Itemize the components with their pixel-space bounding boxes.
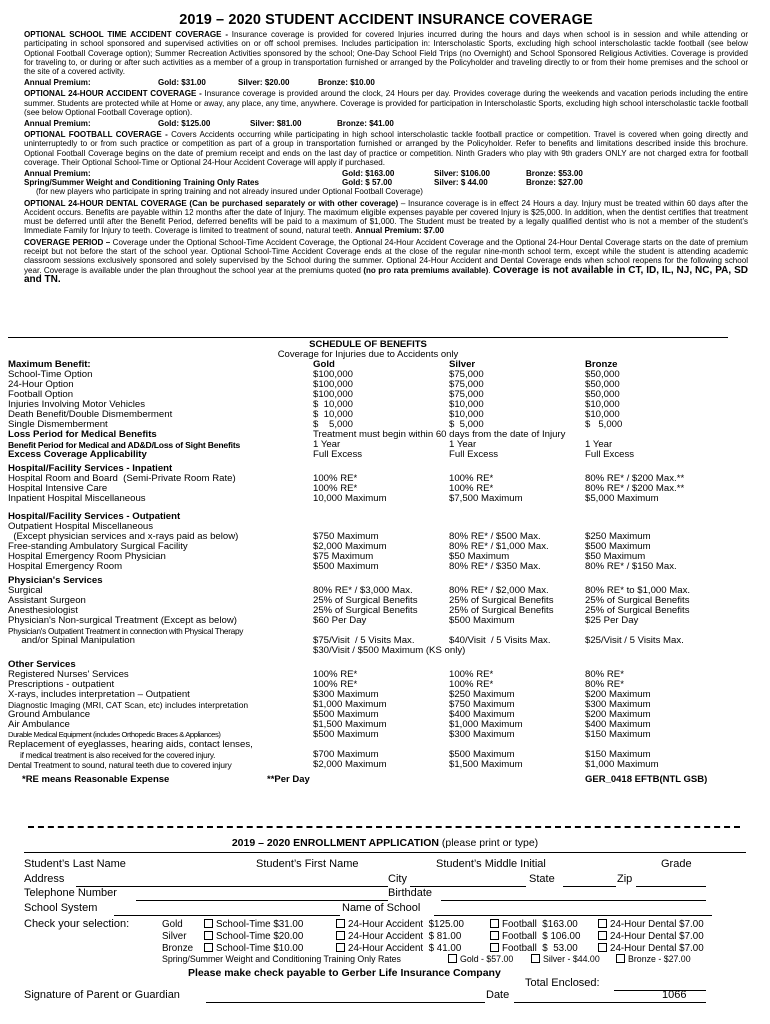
- school-time-section: [24, 30, 748, 76]
- premium-silver: Silver: $106.00: [434, 168, 490, 178]
- option-label: School-Time $31.00: [216, 919, 304, 930]
- table-row: [8, 450, 728, 460]
- option-label: 24-Hour Accident $ 81.00: [348, 931, 462, 942]
- option-label: Football $163.00: [502, 919, 578, 930]
- table-row: [8, 380, 728, 390]
- option-label: Silver: [162, 931, 187, 942]
- school-name-label: Name of School: [342, 902, 421, 914]
- row-label: Excess Coverage Applicability: [8, 449, 147, 460]
- physician-pt-row-3: [8, 646, 728, 656]
- row-value: Full Excess: [449, 449, 499, 460]
- row-label: if medical treatment is also received for the covered injury.: [8, 750, 216, 760]
- option-tier-silver: [162, 931, 187, 942]
- coverage-period-body: Coverage under the Optional School-Time Accident Coverage, the Optional 24-Hour Accident Coverage and the Optional 24-Hour Dental Coverage starts on the date of premium receipt but not before the start of the school year. Optional School-Time Accident Coverage ends at the close of the regular nine-month school term, except while the student is attending academic classroom sessions exclusively sponsored and solely supervised by the School during the summer. Optional 24-Hour Accident and Dental Coverage ends when school reopens for the following school year. Coverage is available under the plan throughout the school year at the premiums quoted: [24, 237, 749, 275]
- premium-bronze: Bronze: $53.00: [526, 168, 583, 178]
- row-value: $1,500 Maximum: [449, 759, 523, 770]
- table-row: [8, 562, 728, 572]
- row-label: Ground Ambulance: [8, 709, 91, 720]
- row-value: $500 Maximum: [313, 561, 379, 572]
- row-value: $1,000 Maximum: [313, 699, 387, 710]
- row-value: 1 Year: [585, 439, 613, 450]
- form-number: 1066: [662, 989, 687, 1001]
- header-cell: Maximum Benefit:: [8, 359, 91, 370]
- row-value: $250 Maximum: [449, 689, 515, 700]
- row-value: $100,000: [313, 379, 354, 390]
- row-value: 100% RE*: [313, 473, 358, 484]
- spring-premiums: [24, 178, 748, 187]
- option-dent-bronze[interactable]: [596, 943, 704, 954]
- row-value: $250 Maximum: [585, 531, 651, 542]
- premium-bronze: Bronze: $10.00: [318, 77, 375, 87]
- row-value: 1 Year: [449, 439, 477, 450]
- checkbox[interactable]: [448, 954, 457, 963]
- row-value: $25 Per Day: [585, 615, 639, 626]
- payable-note: Please make check payable to Gerber Life Insurance Company: [188, 967, 501, 979]
- dental-body: – Insurance coverage is in effect 24 Hours a day. Injury must be treated within 60 days after the Accident occurs. Benefits are payable within 12 months after the date of Injury. The maximum eligible expenses payable per covered Injury is $25,000. In addition, when the dentist certifies that treatment must be deferred until after the Benefit Period, deferred benefits will be paid to a maximum of $1,000. The Student must be treated by a legally qualified dentist who is not a member of the student’s Immediate Family for Injury to teeth. Coverage is limited to treatment of sound, natural teeth.: [24, 198, 748, 236]
- row-label: Death Benefit/Double Dismemberment: [8, 409, 173, 420]
- row-value: $50,000: [585, 379, 620, 390]
- row-value: $40/Visit / 5 Visits Max.: [449, 635, 551, 646]
- checkbox[interactable]: [204, 931, 213, 940]
- premium-silver: Silver: $81.00: [250, 118, 302, 128]
- row-value: $ 5,000: [313, 419, 354, 430]
- date-label: Date: [486, 989, 510, 1001]
- checkbox[interactable]: [490, 919, 499, 928]
- row-value: $50 Maximum: [585, 551, 646, 562]
- row-value: $60 Per Day: [313, 615, 367, 626]
- spring-silver-label: Silver - $44.00: [543, 954, 600, 964]
- row-value: 80% RE* / $1,000 Max.: [449, 541, 549, 552]
- row-value: 80% RE* / $200 Max.**: [585, 483, 685, 494]
- city-label: City: [388, 873, 407, 885]
- row-label: Hospital Emergency Room: [8, 561, 123, 572]
- premium-bronze: Bronze: $41.00: [337, 118, 394, 128]
- row-label: Hospital Emergency Room Physician: [8, 551, 166, 562]
- checkbox[interactable]: [336, 919, 345, 928]
- spring-gold-label: Gold - $57.00: [460, 954, 514, 964]
- other-rows: [8, 670, 728, 740]
- state-label: State: [529, 873, 555, 885]
- not-available-note: Coverage is not available in CT, ID, IL, NJ, NC, PA, SD and TN.: [24, 264, 748, 285]
- row-label: Football Option: [8, 389, 74, 400]
- row-value: $500 Maximum: [585, 541, 651, 552]
- row-value: 25% of Surgical Benefits: [449, 605, 554, 616]
- header-cell: Gold: [313, 359, 335, 370]
- row-label: Diagnostic Imaging (MRI, CAT Scan, etc) includes interpretation: [8, 700, 249, 710]
- row-value: $300 Maximum: [585, 699, 651, 710]
- row-value: $750 Maximum: [449, 699, 515, 710]
- grade-label: Grade: [661, 858, 692, 870]
- row-value: $50,000: [585, 389, 620, 400]
- option-label: Bronze: [162, 943, 194, 954]
- telephone-label: Telephone Number: [24, 887, 117, 899]
- row-value: $1,000 Maximum: [585, 759, 659, 770]
- row-label: Inpatient Hospital Miscellaneous: [8, 493, 146, 504]
- spring-bronze: Bronze: $27.00: [526, 177, 583, 187]
- row-value: $75/Visit / 5 Visits Max.: [313, 635, 415, 646]
- school-time-heading: OPTIONAL SCHOOL TIME ACCIDENT COVERAGE -: [24, 30, 228, 39]
- address-field[interactable]: [76, 886, 388, 887]
- school-time-premiums: [24, 78, 748, 87]
- option-st-silver[interactable]: [202, 931, 303, 942]
- school-system-field[interactable]: [114, 915, 340, 916]
- option-h24-bronze[interactable]: [334, 943, 461, 954]
- row-value: $2,000 Maximum: [313, 541, 387, 552]
- row-value: 10,000 Maximum: [313, 493, 387, 504]
- row-value: $ 5,000: [585, 419, 623, 430]
- row-value: $50 Maximum: [449, 551, 510, 562]
- row-value: $1,500 Maximum: [313, 719, 387, 730]
- loss-period-row: [8, 430, 728, 440]
- spring-bronze-label: Bronze - $27.00: [628, 954, 691, 964]
- telephone-field[interactable]: [136, 900, 388, 901]
- row-value: 100% RE*: [313, 669, 358, 680]
- enrollment-title: [24, 837, 746, 849]
- row-value: $500 Maximum: [449, 749, 515, 760]
- row-value: 25% of Surgical Benefits: [585, 595, 690, 606]
- section-heading: Physician's Services: [8, 575, 103, 586]
- signature-field[interactable]: [206, 1002, 485, 1003]
- last-name-label: Student’s Last Name: [24, 858, 126, 870]
- row-value: $75,000: [449, 379, 484, 390]
- row-label: Anesthesiologist: [8, 605, 78, 616]
- row-value: 80% RE*: [585, 669, 624, 680]
- row-value: 100% RE*: [449, 473, 494, 484]
- row-label: Physician's Outpatient Treatment in connection with Physical Therapy: [8, 626, 244, 636]
- option-fb-gold[interactable]: [488, 919, 578, 930]
- option-label: 24-Hour Dental $7.00: [610, 931, 704, 942]
- row-value: $5,000 Maximum: [585, 493, 659, 504]
- dental-treatment-row: [8, 760, 728, 770]
- option-tier-gold: [162, 919, 183, 930]
- checkbox[interactable]: [598, 931, 607, 940]
- checkbox[interactable]: [598, 943, 607, 952]
- row-value: 100% RE*: [313, 679, 358, 690]
- premium-label: Annual Premium:: [24, 77, 91, 87]
- football-premiums: [24, 169, 748, 178]
- row-value: 100% RE*: [449, 679, 494, 690]
- option-label: School-Time $20.00: [216, 931, 304, 942]
- coverage-period-section: COVERAGE PERIOD – Coverage under the Optional School-Time Accident Coverage, the Optional 24-Hour Accident Coverage and the Optional 24-Hour Dental Coverage starts on the date of premium receipt but not before the start of the school year. Optional School-Time Accident Coverage ends at the close of the regular nine-month school term, except while the student is attending academic classroom sessions exclusively sponsored and solely supervised by the School during the summer. Optional 24-Hour Accident and Dental Coverage ends when school reopens for the following school year. Coverage is available under the plan throughout the school year at the premiums quoted (no pro rata premiums available). Coverage is not available in CT, ID, IL, NJ, NC, PA, SD and TN.: [24, 237, 749, 285]
- outpatient-rows: [8, 532, 728, 572]
- schedule-of-benefits: [8, 337, 728, 785]
- signature-label: Signature of Parent or Guardian: [24, 989, 180, 1001]
- row-label: Injuries Involving Motor Vehicles: [8, 399, 146, 410]
- spring-rates-label: Spring/Summer Weight and Conditioning Training Only Rates: [162, 954, 401, 964]
- row-value: 80% RE* / $200 Max.**: [585, 473, 685, 484]
- spring-gold: Gold: $ 57.00: [342, 177, 393, 187]
- row-value: $150 Maximum: [585, 749, 651, 760]
- checkbox[interactable]: [598, 919, 607, 928]
- footnote-per-day: **Per Day: [267, 774, 310, 785]
- row-value: $ 10,000: [313, 409, 354, 420]
- spring-silver-option[interactable]: [529, 954, 600, 964]
- section-heading: Other Services: [8, 659, 76, 670]
- row-value: $75,000: [449, 369, 484, 380]
- row-label: Dental Treatment to sound, natural teeth due to covered injury: [8, 760, 232, 770]
- option-label: Gold: [162, 919, 183, 930]
- option-st-gold[interactable]: [202, 919, 303, 930]
- school-system-label: School System: [24, 902, 98, 914]
- row-value: $200 Maximum: [585, 689, 651, 700]
- row-value: $700 Maximum: [313, 749, 379, 760]
- row-label: Benefit Period for Medical and AD&D/Loss of Sight Benefits: [8, 440, 241, 450]
- row-value: Full Excess: [313, 449, 363, 460]
- option-label: 24-Hour Dental $7.00: [610, 919, 704, 930]
- row-value: $ 10,000: [313, 399, 354, 410]
- row-value: 25% of Surgical Benefits: [449, 595, 554, 606]
- checkbox[interactable]: [490, 943, 499, 952]
- spring-bronze-option[interactable]: [614, 954, 691, 964]
- row-value: $10,000: [449, 409, 484, 420]
- row-value: $30/Visit / $500 Maximum (KS only): [313, 645, 466, 656]
- spring-silver: Silver: $ 44.00: [434, 177, 488, 187]
- option-tier-bronze: [162, 943, 193, 954]
- row-value: $500 Maximum: [313, 709, 379, 720]
- row-value: $75 Maximum: [313, 551, 374, 562]
- birthdate-field[interactable]: [441, 900, 706, 901]
- schedule-title: SCHEDULE OF BENEFITS: [309, 339, 427, 350]
- option-st-bronze[interactable]: [202, 943, 303, 954]
- hour24-section: [24, 89, 748, 117]
- spring-gold-option[interactable]: [446, 954, 513, 964]
- table-row: [8, 494, 728, 504]
- title-underline: [24, 852, 746, 853]
- check-selection-label: Check your selection:: [24, 918, 130, 930]
- premium-gold: Gold: $125.00: [158, 118, 211, 128]
- enrollment-title-text: 2019 – 2020 ENROLLMENT APPLICATION: [231, 837, 439, 849]
- max-benefit-rows: [8, 370, 728, 430]
- row-label: Surgical: [8, 585, 43, 596]
- no-pro-rata: (no pro rata premiums available): [363, 265, 489, 275]
- checkbox[interactable]: [336, 943, 345, 952]
- premium-gold: Gold: $31.00: [158, 77, 206, 87]
- row-value: $750 Maximum: [313, 531, 379, 542]
- row-value: 80% RE* / $350 Max.: [449, 561, 541, 572]
- hour24-premiums: [24, 119, 748, 128]
- schedule-footer: [8, 774, 728, 785]
- row-value: $50,000: [585, 369, 620, 380]
- row-value: $100,000: [313, 389, 354, 400]
- row-value: $300 Maximum: [313, 689, 379, 700]
- middle-initial-label: Student’s Middle Initial: [436, 858, 546, 870]
- option-fb-bronze[interactable]: [488, 943, 578, 954]
- row-value: $1,000 Maximum: [449, 719, 523, 730]
- total-enclosed-label: Total Enclosed:: [525, 977, 600, 989]
- checkbox[interactable]: [336, 931, 345, 940]
- premium-gold: Gold: $163.00: [342, 168, 395, 178]
- option-fb-silver[interactable]: [488, 931, 580, 942]
- option-label: Football $ 106.00: [502, 931, 581, 942]
- row-value: $500 Maximum: [313, 729, 379, 740]
- row-label: Replacement of eyeglasses, hearing aids, contact lenses,: [8, 739, 253, 750]
- checkbox[interactable]: [616, 954, 625, 963]
- option-label: 24-Hour Dental $7.00: [610, 943, 704, 954]
- row-value: 25% of Surgical Benefits: [313, 605, 418, 616]
- row-label: Prescriptions - outpatient: [8, 679, 115, 690]
- premium-label: Annual Premium:: [24, 168, 91, 178]
- row-label: Loss Period for Medical Benefits: [8, 429, 157, 440]
- row-value: 1 Year: [313, 439, 341, 450]
- row-value: $400 Maximum: [585, 719, 651, 730]
- checkbox[interactable]: [204, 919, 213, 928]
- football-section: [24, 130, 748, 167]
- row-label: Assistant Surgeon: [8, 595, 86, 606]
- row-value: $75,000: [449, 389, 484, 400]
- option-label: 24-Hour Accident $125.00: [348, 919, 465, 930]
- row-label: Physician's Non-surgical Treatment (Except as below): [8, 615, 237, 626]
- header-cell: Silver: [449, 359, 476, 370]
- coverage-document: [24, 12, 748, 286]
- dental-section: [24, 199, 748, 236]
- table-row: [8, 370, 728, 380]
- inpatient-rows: [8, 474, 728, 504]
- row-value: $200 Maximum: [585, 709, 651, 720]
- section-heading: Hospital/Facility Services - Inpatient: [8, 463, 173, 474]
- row-label: Hospital Intensive Care: [8, 483, 108, 494]
- address-label: Address: [24, 873, 65, 885]
- row-value: $25/Visit / 5 Visits Max.: [585, 635, 684, 646]
- option-label: 24-Hour Accident $ 41.00: [348, 943, 462, 954]
- row-value: 100% RE*: [449, 669, 494, 680]
- dental-premium: Annual Premium: $7.00: [355, 226, 444, 236]
- hour24-body: Insurance coverage is provided around the clock, 24 Hours per day. Provides coverage during the weekends and vacation periods including the entire summer. Students are protected while at Home or away, any place, any time, anywhere. Coverage is provided for participation in Interscholastic Sports, excluding high school interscholastic tackle football (see below Optional Football Coverage option).: [24, 89, 748, 117]
- row-value: $100,000: [313, 369, 354, 380]
- row-label: Free-standing Ambulatory Surgical Facility: [8, 541, 188, 552]
- option-label: School-Time $10.00: [216, 943, 304, 954]
- premium-silver: Silver: $20.00: [238, 77, 290, 87]
- total-enclosed-field[interactable]: [614, 990, 706, 991]
- row-label: (Except physician services and x-rays paid as below): [8, 531, 239, 542]
- row-value: 80% RE*: [585, 679, 624, 690]
- football-body: Covers Accidents occurring while participating in high school interscholastic tackle football practice or competition. Travel is covered when going directly and uninterruptedly to or from such practice or competition as part of a group in transportation furnished or arranged by the Policyholder. Refer to benefits and limitations described inside this brochure. Optional Football Coverage begins on the date of premium receipt and ends on the last day of practice or competition. Ninth Graders who play with 9th graders ONLY are not charged extra for football coverage. Their Optional School-Time or Optional 24-Hour Accident Coverage will apply if purchased.: [24, 129, 748, 167]
- checkbox[interactable]: [490, 931, 499, 940]
- row-value: 25% of Surgical Benefits: [313, 595, 418, 606]
- row-value: $150 Maximum: [585, 729, 651, 740]
- football-heading: OPTIONAL FOOTBALL COVERAGE -: [24, 129, 168, 139]
- row-value: $300 Maximum: [449, 729, 515, 740]
- coverage-period-heading: COVERAGE PERIOD –: [24, 237, 111, 247]
- premium-label: Annual Premium:: [24, 118, 91, 128]
- row-value: 100% RE*: [449, 483, 494, 494]
- row-value: Treatment must begin within 60 days from the date of Injury: [313, 429, 566, 440]
- schedule-subtitle: Coverage for Injuries due to Accidents only: [277, 349, 459, 360]
- row-label: X-rays, includes interpretation – Outpatient: [8, 689, 190, 700]
- row-label: Durable Medical Equipment (includes Orthopedic Braces & Appliances): [8, 730, 221, 739]
- checkbox[interactable]: [531, 954, 540, 963]
- state-field[interactable]: [563, 886, 616, 887]
- row-value: 80% RE* / $150 Max.: [585, 561, 677, 572]
- footnote-re: *RE means Reasonable Expense: [22, 774, 170, 785]
- page-title: 2019 – 2020 STUDENT ACCIDENT INSURANCE COVERAGE: [179, 12, 593, 28]
- spring-note: (for new players who participate in spring training and not already insured under Optional Football Coverage): [36, 187, 423, 197]
- row-label: and/or Spinal Manipulation: [8, 635, 135, 646]
- physician-rows: [8, 586, 728, 626]
- row-value: 80% RE* / $3,000 Max.: [313, 585, 413, 596]
- schedule-header: [8, 360, 728, 370]
- option-h24-gold[interactable]: [334, 919, 464, 930]
- header-cell: Bronze: [585, 359, 618, 370]
- enrollment-title-note: (please print or type): [441, 837, 539, 849]
- excess-row: [8, 450, 728, 460]
- row-value: 100% RE*: [313, 483, 358, 494]
- zip-label: Zip: [617, 873, 633, 885]
- row-label: Single Dismemberment: [8, 419, 108, 430]
- option-h24-silver[interactable]: [334, 931, 461, 942]
- form-code: GER_0418 EFTB(NTL GSB): [585, 774, 708, 785]
- birthdate-label: Birthdate: [388, 887, 433, 899]
- row-label: Outpatient Hospital Miscellaneous: [8, 521, 154, 532]
- row-value: 80% RE* to $1,000 Max.: [585, 585, 691, 596]
- table-row: [8, 616, 728, 626]
- row-value: $ 5,000: [449, 419, 484, 430]
- first-name-label: Student’s First Name: [256, 858, 359, 870]
- spring-label: Spring/Summer Weight and Conditioning Training Only Rates: [24, 177, 260, 187]
- table-row: [8, 760, 728, 770]
- school-time-body: Insurance coverage is provided for covered Injuries incurred during the hours and days when school is in session and while attending or participating in school sponsored and supervised activities on or off school premises. Includes participation in: Interscholastic Sports, excluding high school interscholastic tackle football (see below Optional Football Coverage option); Summer Recreation Activities sponsored by the school; One-Day School Field Trips (no Overnight) and School Sponsored Religious Activities. Coverage is provided for traveling to, or during or after such activities as a member of a group in transportation furnished or arranged by the Policyholder and traveling directly to or from their home premises and the school or the site of a covered activity.: [24, 30, 748, 77]
- section-heading: Hospital/Facility Services - Outpatient: [8, 511, 181, 522]
- row-value: 80% RE* / $2,000 Max.: [449, 585, 549, 596]
- date-field[interactable]: [514, 1002, 706, 1003]
- row-value: 80% RE* / $500 Max.: [449, 531, 541, 542]
- cut-line: [28, 826, 740, 828]
- row-label: Registered Nurses' Services: [8, 669, 129, 680]
- row-value: Full Excess: [585, 449, 635, 460]
- row-value: $10,000: [449, 399, 484, 410]
- row-value: $10,000: [585, 399, 620, 410]
- school-name-field[interactable]: [434, 915, 712, 916]
- row-label: School-Time Option: [8, 369, 93, 380]
- option-dent-gold[interactable]: [596, 919, 704, 930]
- checkbox[interactable]: [204, 943, 213, 952]
- row-value: $10,000: [585, 409, 620, 420]
- row-value: $400 Maximum: [449, 709, 515, 720]
- row-value: 25% of Surgical Benefits: [585, 605, 690, 616]
- zip-field[interactable]: [636, 886, 706, 887]
- row-value: $7,500 Maximum: [449, 493, 523, 504]
- dental-heading: OPTIONAL 24-HOUR DENTAL COVERAGE (Can be purchased separately or with other coverage): [24, 198, 399, 208]
- hour24-heading: OPTIONAL 24-HOUR ACCIDENT COVERAGE -: [24, 89, 202, 99]
- row-label: Air Ambulance: [8, 719, 70, 730]
- option-label: Football $ 53.00: [502, 943, 578, 954]
- row-label: Hospital Room and Board (Semi-Private Room Rate): [8, 473, 236, 484]
- row-value: $500 Maximum: [449, 615, 515, 626]
- option-dent-silver[interactable]: [596, 931, 704, 942]
- row-label: 24-Hour Option: [8, 379, 74, 390]
- row-value: $2,000 Maximum: [313, 759, 387, 770]
